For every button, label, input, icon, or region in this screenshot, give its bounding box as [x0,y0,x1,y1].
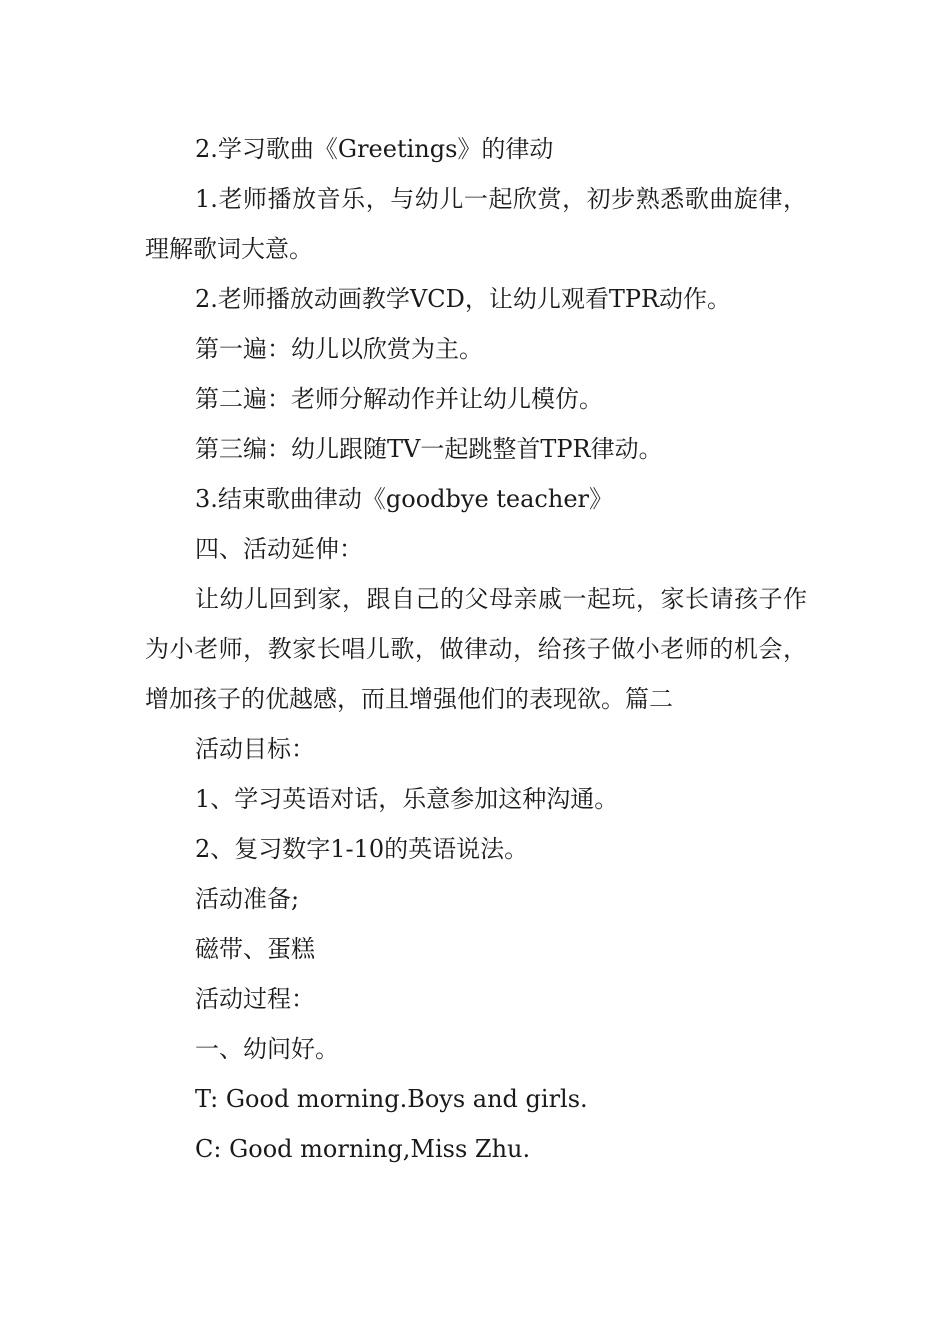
teacher-dialogue-line: T: Good morning.Boys and girls. [195,1085,588,1113]
third-pass-line: 第三编：幼儿跟随TV一起跳整首TPR律动。 [195,435,663,463]
greeting-step-line: 一、幼问好。 [195,1035,339,1063]
goal-1-line: 1、学习英语对话，乐意参加这种沟通。 [195,785,619,813]
extension-paragraph: 让幼儿回到家，跟自己的父母亲戚一起玩，家长请孩子作为小老师，教家长唱儿歌，做律动，给孩子做小老师的机会，增加孩子的优越感，而且增强他们的表现欲。篇二 [145,585,807,713]
step-1-paragraph: 1.老师播放音乐，与幼儿一起欣赏，初步熟悉歌曲旋律，理解歌词大意。 [145,185,807,263]
first-pass-line: 第一遍：幼儿以欣赏为主。 [195,335,483,363]
goals-heading: 活动目标： [195,735,315,763]
step-2-paragraph: 2.老师播放动画教学VCD，让幼儿观看TPR动作。 [195,285,732,313]
preparation-heading: 活动准备; [195,885,300,913]
process-heading: 活动过程： [195,985,315,1013]
goal-2-line: 2、复习数字1-10的英语说法。 [195,835,529,863]
second-pass-line: 第二遍：老师分解动作并让幼儿模仿。 [195,385,603,413]
extension-heading: 四、活动延伸： [195,535,363,563]
children-dialogue-line: C: Good morning,Miss Zhu. [195,1135,531,1163]
song-section-heading: 2.学习歌曲《Greetings》的律动 [195,135,554,163]
step-3-paragraph: 3.结束歌曲律动《goodbye teacher》 [195,485,614,513]
materials-line: 磁带、蛋糕 [195,935,315,963]
document-page [145,124,807,1174]
